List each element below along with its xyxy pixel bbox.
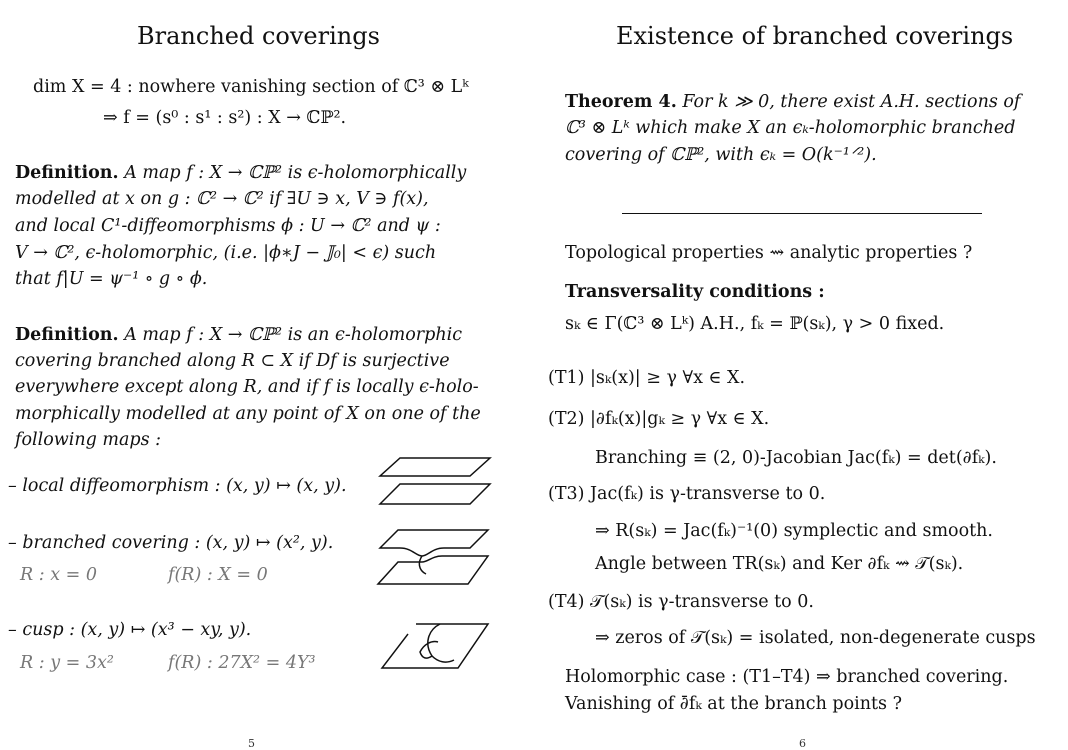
condition-t3: (T3) Jac(fₖ) is γ-transverse to 0. — [548, 484, 826, 504]
left-page — [0, 0, 520, 750]
definition-2-line-2: covering branched along R ⊂ X if Df is surjective — [15, 351, 450, 371]
theorem-line-1 — [565, 93, 1020, 112]
angle-definition: Angle between TR(sₖ) and Ker ∂fₖ ⇝ 𝒯(sₖ). — [595, 554, 964, 574]
definition-1-line-5: that f|U = ψ⁻¹ ∘ g ∘ ϕ. — [15, 269, 208, 289]
definition-2-line-5: following maps : — [15, 430, 162, 450]
transversality-heading: Transversality conditions : — [565, 282, 825, 302]
topological-properties-line: Topological properties ⇝ analytic properties ? — [565, 243, 973, 263]
definition-1-line-1 — [15, 164, 466, 183]
condition-t1: (T1) |sₖ(x)| ≥ γ ∀x ∈ X. — [548, 368, 746, 388]
dimension-line: dim X = 4 : nowhere vanishing section of ℂ³ ⊗ Lᵏ — [33, 77, 469, 97]
model-branched-covering: – branched covering : (x, y) ↦ (x², y). — [8, 533, 334, 553]
left-page-title: Branched coverings — [137, 22, 380, 50]
branching-definition: Branching ≡ (2, 0)-Jacobian Jac(fₖ) = det(∂fₖ). — [595, 448, 997, 468]
definition-2-line-1 — [15, 326, 462, 345]
definition-1-line-4: V → ℂ², ϵ-holomorphic, (i.e. |ϕ∗J − 𝕁₀| < ϵ) such — [15, 243, 437, 263]
branched-covering-sketch — [378, 526, 496, 590]
definition-1-label: Definition. — [15, 163, 119, 183]
vanishing-question-line: Vanishing of ∂̄fₖ at the branch points ? — [565, 694, 902, 714]
condition-t2: (T2) |∂fₖ(x)|gₖ ≥ γ ∀x ∈ X. — [548, 409, 770, 429]
holomorphic-case-line: Holomorphic case : (T1–T4) ⇒ branched covering. — [565, 667, 1009, 687]
theorem-line-2: ℂ³ ⊗ Lᵏ which make X an ϵₖ-holomorphic branched — [565, 118, 1016, 138]
definition-2-line-3: everywhere except along R, and if f is locally ϵ-holo- — [15, 377, 479, 397]
left-page-number: 5 — [248, 737, 255, 750]
diffeomorphism-sketch — [378, 454, 496, 510]
definition-1-line-3: and local C¹-diffeomorphisms ϕ : U → ℂ² and ψ : — [15, 216, 441, 236]
cusp-branch-locus: f(R) : 27X² = 4Y³ — [168, 653, 316, 673]
right-page — [534, 0, 1068, 750]
branched-branch-locus: f(R) : X = 0 — [168, 565, 268, 585]
model-cusp: – cusp : (x, y) ↦ (x³ − xy, y). — [8, 620, 252, 640]
model-local-diffeomorphism: – local diffeomorphism : (x, y) ↦ (x, y). — [8, 476, 347, 496]
cusp-sketch — [380, 620, 492, 674]
definition-2-label: Definition. — [15, 325, 119, 345]
definition-2-text: A map f : X → ℂℙ² is an ϵ-holomorphic — [124, 325, 463, 345]
theorem-label: Theorem 4. — [565, 92, 677, 112]
theorem-text: For k ≫ 0, there exist A.H. sections of — [682, 92, 1021, 112]
definition-1-line-2: modelled at x on g : ℂ² → ℂ² if ∃U ∋ x, V ∋ f(x), — [15, 189, 429, 209]
section-divider — [622, 213, 982, 214]
branched-ramification-locus: R : x = 0 — [20, 565, 97, 585]
condition-t3-consequence: ⇒ R(sₖ) = Jac(fₖ)⁻¹(0) symplectic and smooth. — [595, 521, 993, 541]
section-definition-line: sₖ ∈ Γ(ℂ³ ⊗ Lᵏ) A.H., fₖ = ℙ(sₖ), γ > 0 fixed. — [565, 314, 945, 334]
theorem-line-3: covering of ℂℙ², with ϵₖ = O(k⁻¹ᐟ²). — [565, 145, 877, 165]
right-page-number: 6 — [799, 737, 806, 750]
definition-1-text: A map f : X → ℂℙ² is ϵ-holomorphically — [124, 163, 467, 183]
condition-t4: (T4) 𝒯(sₖ) is γ-transverse to 0. — [548, 592, 814, 612]
map-definition-line: ⇒ f = (s⁰ : s¹ : s²) : X → ℂℙ². — [103, 108, 347, 128]
condition-t4-consequence: ⇒ zeros of 𝒯(sₖ) = isolated, non-degenerate cusps — [595, 628, 1036, 648]
cusp-ramification-locus: R : y = 3x² — [20, 653, 114, 673]
right-page-title: Existence of branched coverings — [616, 22, 1014, 50]
definition-2-line-4: morphically modelled at any point of X on one of the — [15, 404, 481, 424]
